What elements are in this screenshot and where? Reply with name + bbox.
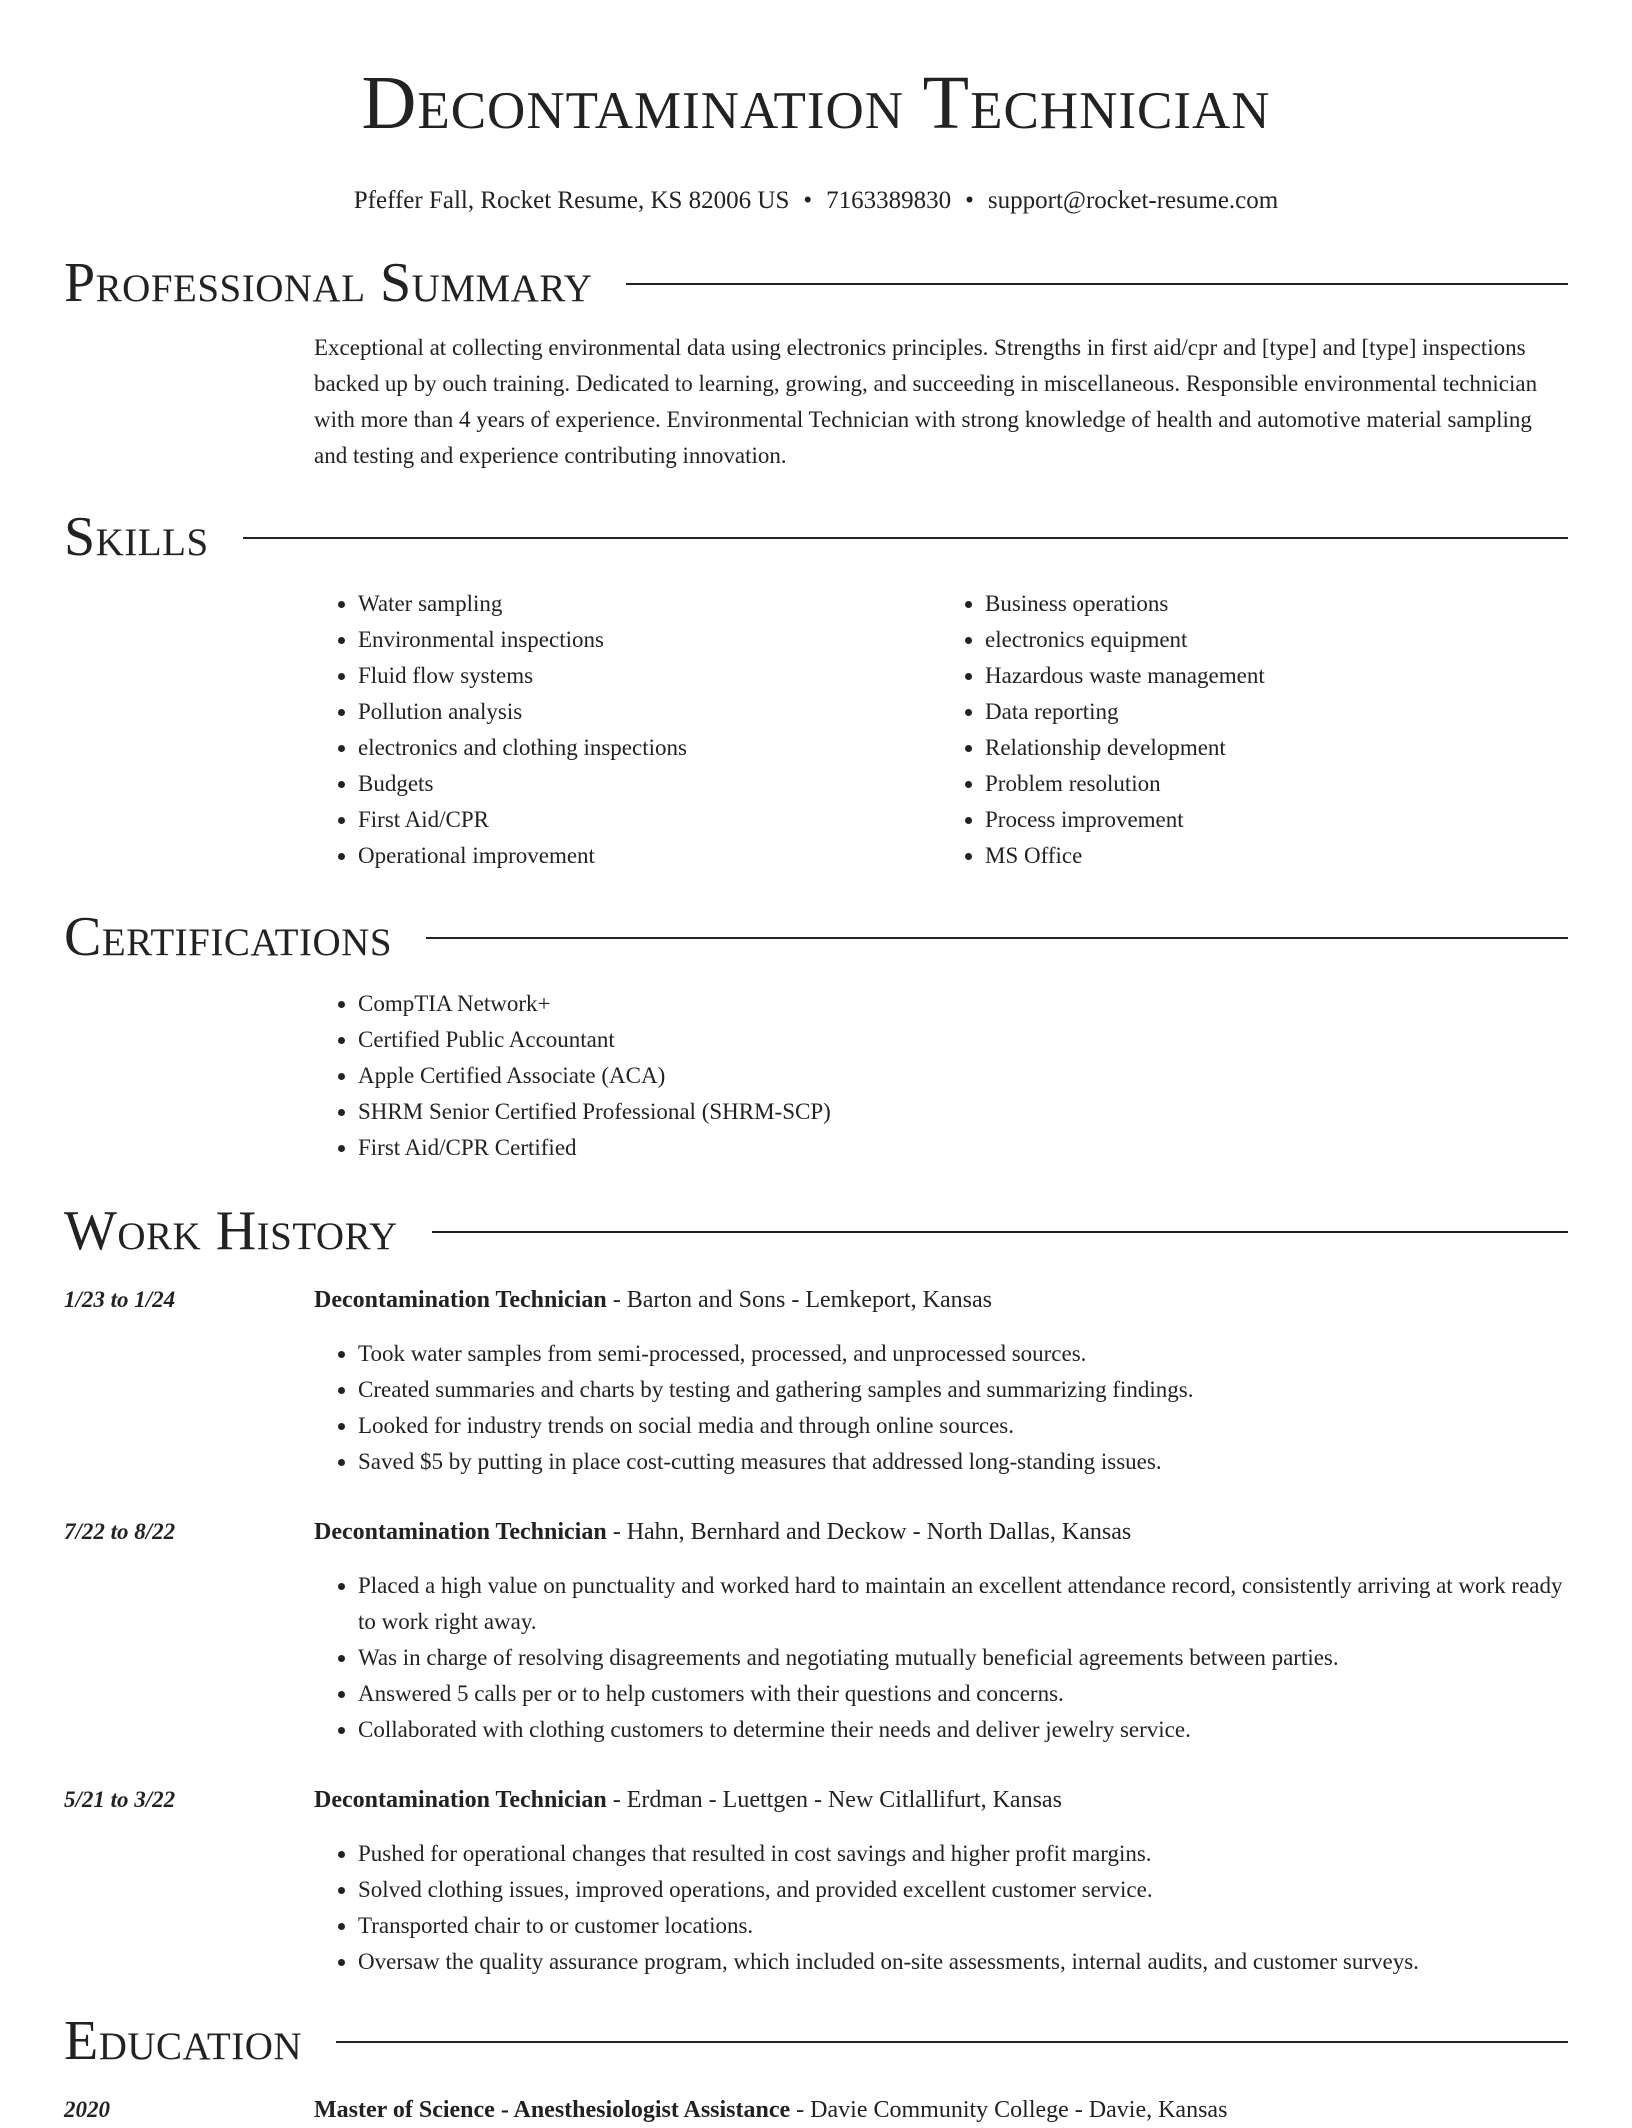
certifications-heading: Certifications	[64, 906, 393, 968]
job-bullets	[314, 1836, 1568, 1980]
skill-item: • Operational improvement	[358, 838, 941, 874]
job-title-line	[314, 1782, 1568, 1818]
certifications-section-header	[64, 902, 1568, 972]
skills-column-left	[314, 586, 941, 874]
certifications-list	[314, 986, 1568, 1166]
job-employer: - Barton and Sons - Lemkeport, Kansas	[606, 1287, 992, 1313]
skill-item: • Business operations	[985, 586, 1568, 622]
education-school: - Davie Community College - Davie, Kansas	[790, 2097, 1228, 2123]
skill-item: • Environmental inspections	[358, 622, 941, 658]
job-bullet: • Saved $5 by putting in place cost-cutting measures that addressed long-standing issues.	[358, 1444, 1568, 1480]
skills-list	[314, 586, 1568, 874]
job-bullet: • Placed a high value on punctuality and worked hard to maintain an excellent attendance record, consistently arriving at work ready to work right away.	[358, 1568, 1568, 1640]
contact-address: Pfeffer Fall, Rocket Resume, KS 82006 US	[353, 187, 790, 214]
skill-item: • Budgets	[358, 766, 941, 802]
job-dates: 5/21 to 3/22	[64, 1787, 176, 1812]
skill-item: • Data reporting	[985, 694, 1568, 730]
job-bullet: • Oversaw the quality assurance program, which included on-site assessments, internal audits, and customer surveys.	[358, 1944, 1568, 1980]
education-section-header	[64, 2006, 1568, 2076]
job-bullet: • Pushed for operational changes that resulted in cost savings and higher profit margins.	[358, 1836, 1568, 1872]
job-title-line	[314, 1282, 1568, 1318]
job-employer: - Erdman - Luettgen - New Citlallifurt, Kansas	[606, 1787, 1062, 1813]
skill-item: • MS Office	[985, 838, 1568, 874]
education-entry	[64, 2092, 1568, 2128]
contact-separator: •	[803, 187, 813, 214]
job-bullet: • Was in charge of resolving disagreements and negotiating mutually beneficial agreements between parties.	[358, 1640, 1568, 1676]
job-title: Decontamination Technician	[314, 1787, 607, 1813]
job-entry	[64, 1514, 1568, 1748]
skills-section-header	[64, 502, 1568, 572]
certification-item: • CompTIA Network+	[358, 986, 1568, 1022]
summary-heading: Professional Summary	[64, 252, 593, 314]
contact-line	[64, 186, 1568, 216]
job-title: Decontamination Technician	[314, 1287, 607, 1313]
summary-text: Exceptional at collecting environmental data using electronics principles. Strengths in first aid/cpr and [type] and [type] inspections backed up by ouch training. Dedicated to learning, growing, and succeeding in miscellaneous. Responsible environmental technician with more than 4 years of experience. Environmental Technician with strong knowledge of health and automotive material sampling and testing and experience contributing innovation.	[314, 335, 1538, 468]
job-bullet: • Answered 5 calls per or to help customers with their questions and concerns.	[358, 1676, 1568, 1712]
job-dates: 7/22 to 8/22	[64, 1519, 176, 1544]
job-entry	[64, 1282, 1568, 1480]
section-divider	[336, 2041, 1568, 2043]
section-divider	[243, 537, 1568, 539]
job-title-line	[314, 1514, 1568, 1550]
certification-item: • Certified Public Accountant	[358, 1022, 1568, 1058]
section-divider	[626, 283, 1568, 285]
certification-item: • First Aid/CPR Certified	[358, 1130, 1568, 1166]
education-heading: Education	[64, 2010, 303, 2072]
skills-heading: Skills	[64, 506, 209, 568]
skill-item: • First Aid/CPR	[358, 802, 941, 838]
job-bullet: • Transported chair to or customer locations.	[358, 1908, 1568, 1944]
skill-item: • electronics and clothing inspections	[358, 730, 941, 766]
skill-item: • electronics equipment	[985, 622, 1568, 658]
work-heading: Work History	[64, 1200, 398, 1262]
job-bullet: • Looked for industry trends on social media and through online sources.	[358, 1408, 1568, 1444]
certification-item: • SHRM Senior Certified Professional (SHRM-SCP)	[358, 1094, 1568, 1130]
skill-item: • Fluid flow systems	[358, 658, 941, 694]
job-bullet: • Collaborated with clothing customers to determine their needs and deliver jewelry service.	[358, 1712, 1568, 1748]
skill-item: • Hazardous waste management	[985, 658, 1568, 694]
section-divider	[432, 1231, 1568, 1233]
job-bullets	[314, 1568, 1568, 1748]
education-line	[314, 2092, 1568, 2128]
skill-item: • Pollution analysis	[358, 694, 941, 730]
job-title: Decontamination Technician	[314, 1519, 607, 1545]
certification-item: • Apple Certified Associate (ACA)	[358, 1058, 1568, 1094]
work-section-header	[64, 1196, 1568, 1266]
section-divider	[426, 937, 1568, 939]
job-dates: 1/23 to 1/24	[64, 1287, 176, 1312]
skill-item: • Relationship development	[985, 730, 1568, 766]
education-year: 2020	[64, 2097, 110, 2122]
job-bullet: • Took water samples from semi-processed, processed, and unprocessed sources.	[358, 1336, 1568, 1372]
job-bullet: • Solved clothing issues, improved operations, and provided excellent customer service.	[358, 1872, 1568, 1908]
job-entry	[64, 1782, 1568, 1980]
summary-section-header	[64, 248, 1568, 318]
contact-separator: •	[965, 187, 974, 214]
contact-phone: 7163389830	[826, 187, 952, 214]
education-degree: Master of Science - Anesthesiologist Assistance	[314, 2097, 791, 2123]
skill-item: • Water sampling	[358, 586, 941, 622]
skills-column-right	[941, 586, 1568, 874]
job-employer: - Hahn, Bernhard and Deckow - North Dallas, Kansas	[606, 1519, 1132, 1545]
candidate-name: Decontamination Technician	[361, 61, 1271, 145]
skill-item: • Problem resolution	[985, 766, 1568, 802]
skill-item: • Process improvement	[985, 802, 1568, 838]
contact-email: support@rocket-resume.com	[987, 187, 1279, 214]
job-bullets	[314, 1336, 1568, 1480]
job-bullet: • Created summaries and charts by testing and gathering samples and summarizing findings.	[358, 1372, 1568, 1408]
